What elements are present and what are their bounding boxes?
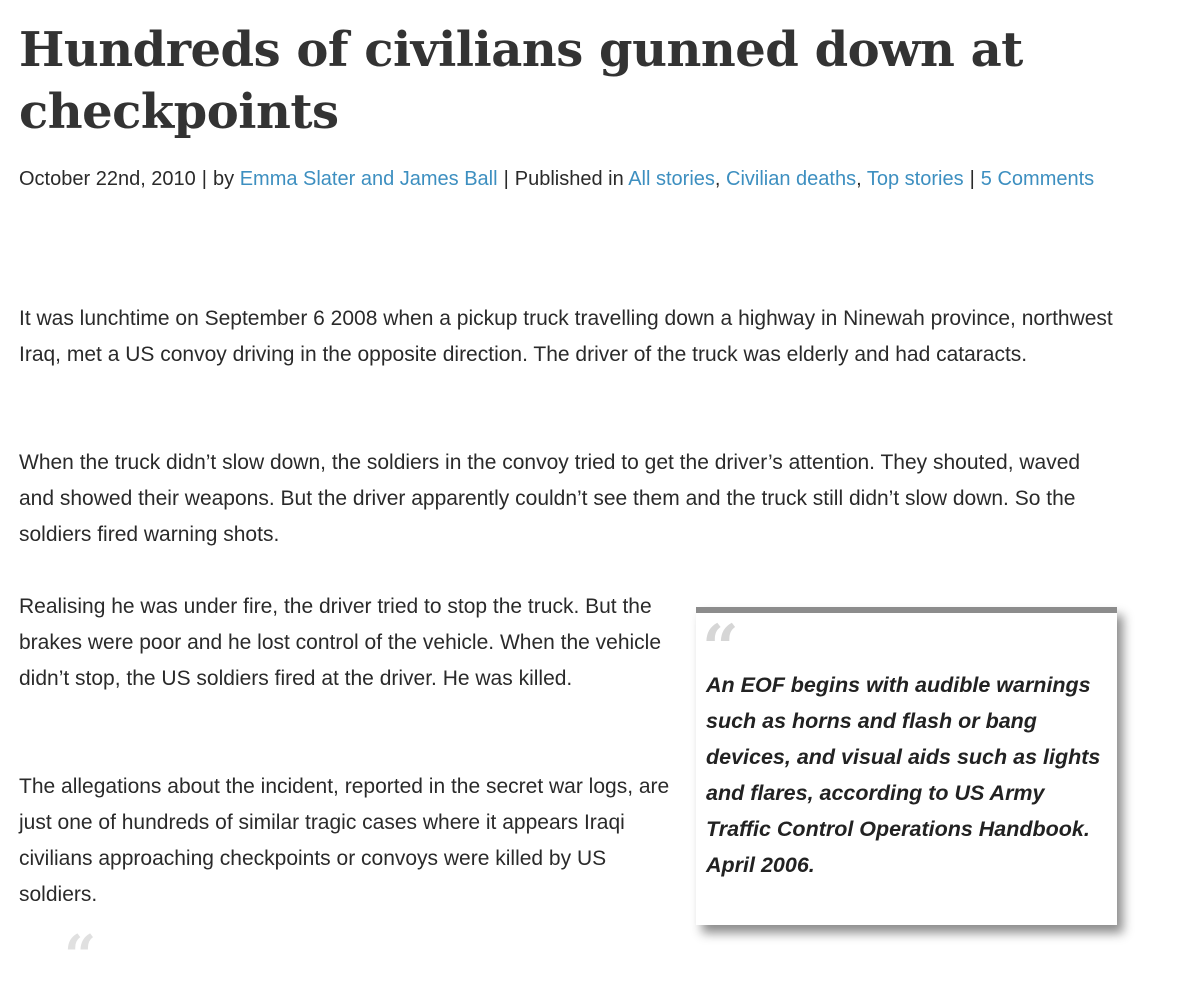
meta-separator: |	[201, 168, 207, 190]
meta-separator: |	[969, 168, 975, 190]
category-link-top-stories[interactable]: Top stories	[866, 168, 964, 190]
quote-mark-icon: “	[702, 611, 739, 686]
article-date: October 22nd, 2010	[19, 168, 196, 190]
paragraph: When the truck didn’t slow down, the soldiers in the convoy tried to get the driver’s attention. They shouted, waved and showed their weapons. But the driver apparently couldn’t see them and the truck still didn’t slow down. So the soldiers fired warning shots.	[19, 451, 1081, 546]
paragraph: Realising he was under fire, the driver tried to stop the truck. But the brakes were poor and he lost control of the vehicle. When the vehicle didn’t stop, the US soldiers fired at the driver. He was killed.	[19, 595, 662, 690]
by-prefix: by	[213, 168, 235, 190]
category-link-civilian-deaths[interactable]: Civilian deaths	[726, 168, 857, 190]
paragraph: It was lunchtime on September 6 2008 when a pickup truck travelling down a highway in Ninewah province, northwest Iraq, met a US convoy driving in the opposite direction. The driver of the truck was elderly and had cataracts.	[19, 307, 1113, 366]
category-link-all-stories[interactable]: All stories	[628, 168, 715, 190]
meta-separator: |	[503, 168, 509, 190]
author-link[interactable]: Emma Slater and James Ball	[239, 168, 498, 190]
pullquote	[696, 607, 1117, 925]
article-meta: October 22nd, 2010 | by Emma Slater and James Ball | Published in All stories, Civilian deaths, Top stories | 5 Comments	[19, 168, 1095, 190]
comments-link[interactable]: 5 Comments	[980, 168, 1095, 190]
pullquote-text: An EOF begins with audible warnings such as horns and flash or bang devices, and visual aids such as lights and flares, according to US Army Traffic Control Operations Handbook. April 2006.	[706, 673, 1101, 877]
article-title: Hundreds of civilians gunned down at checkpoints	[19, 22, 1023, 140]
published-prefix: Published in	[514, 168, 624, 190]
quote-mark-icon: “	[64, 923, 97, 989]
paragraph: The allegations about the incident, reported in the secret war logs, are just one of hundreds of similar tragic cases where it appears Iraqi civilians approaching checkpoints or convoys were killed by US soldiers.	[19, 775, 670, 906]
